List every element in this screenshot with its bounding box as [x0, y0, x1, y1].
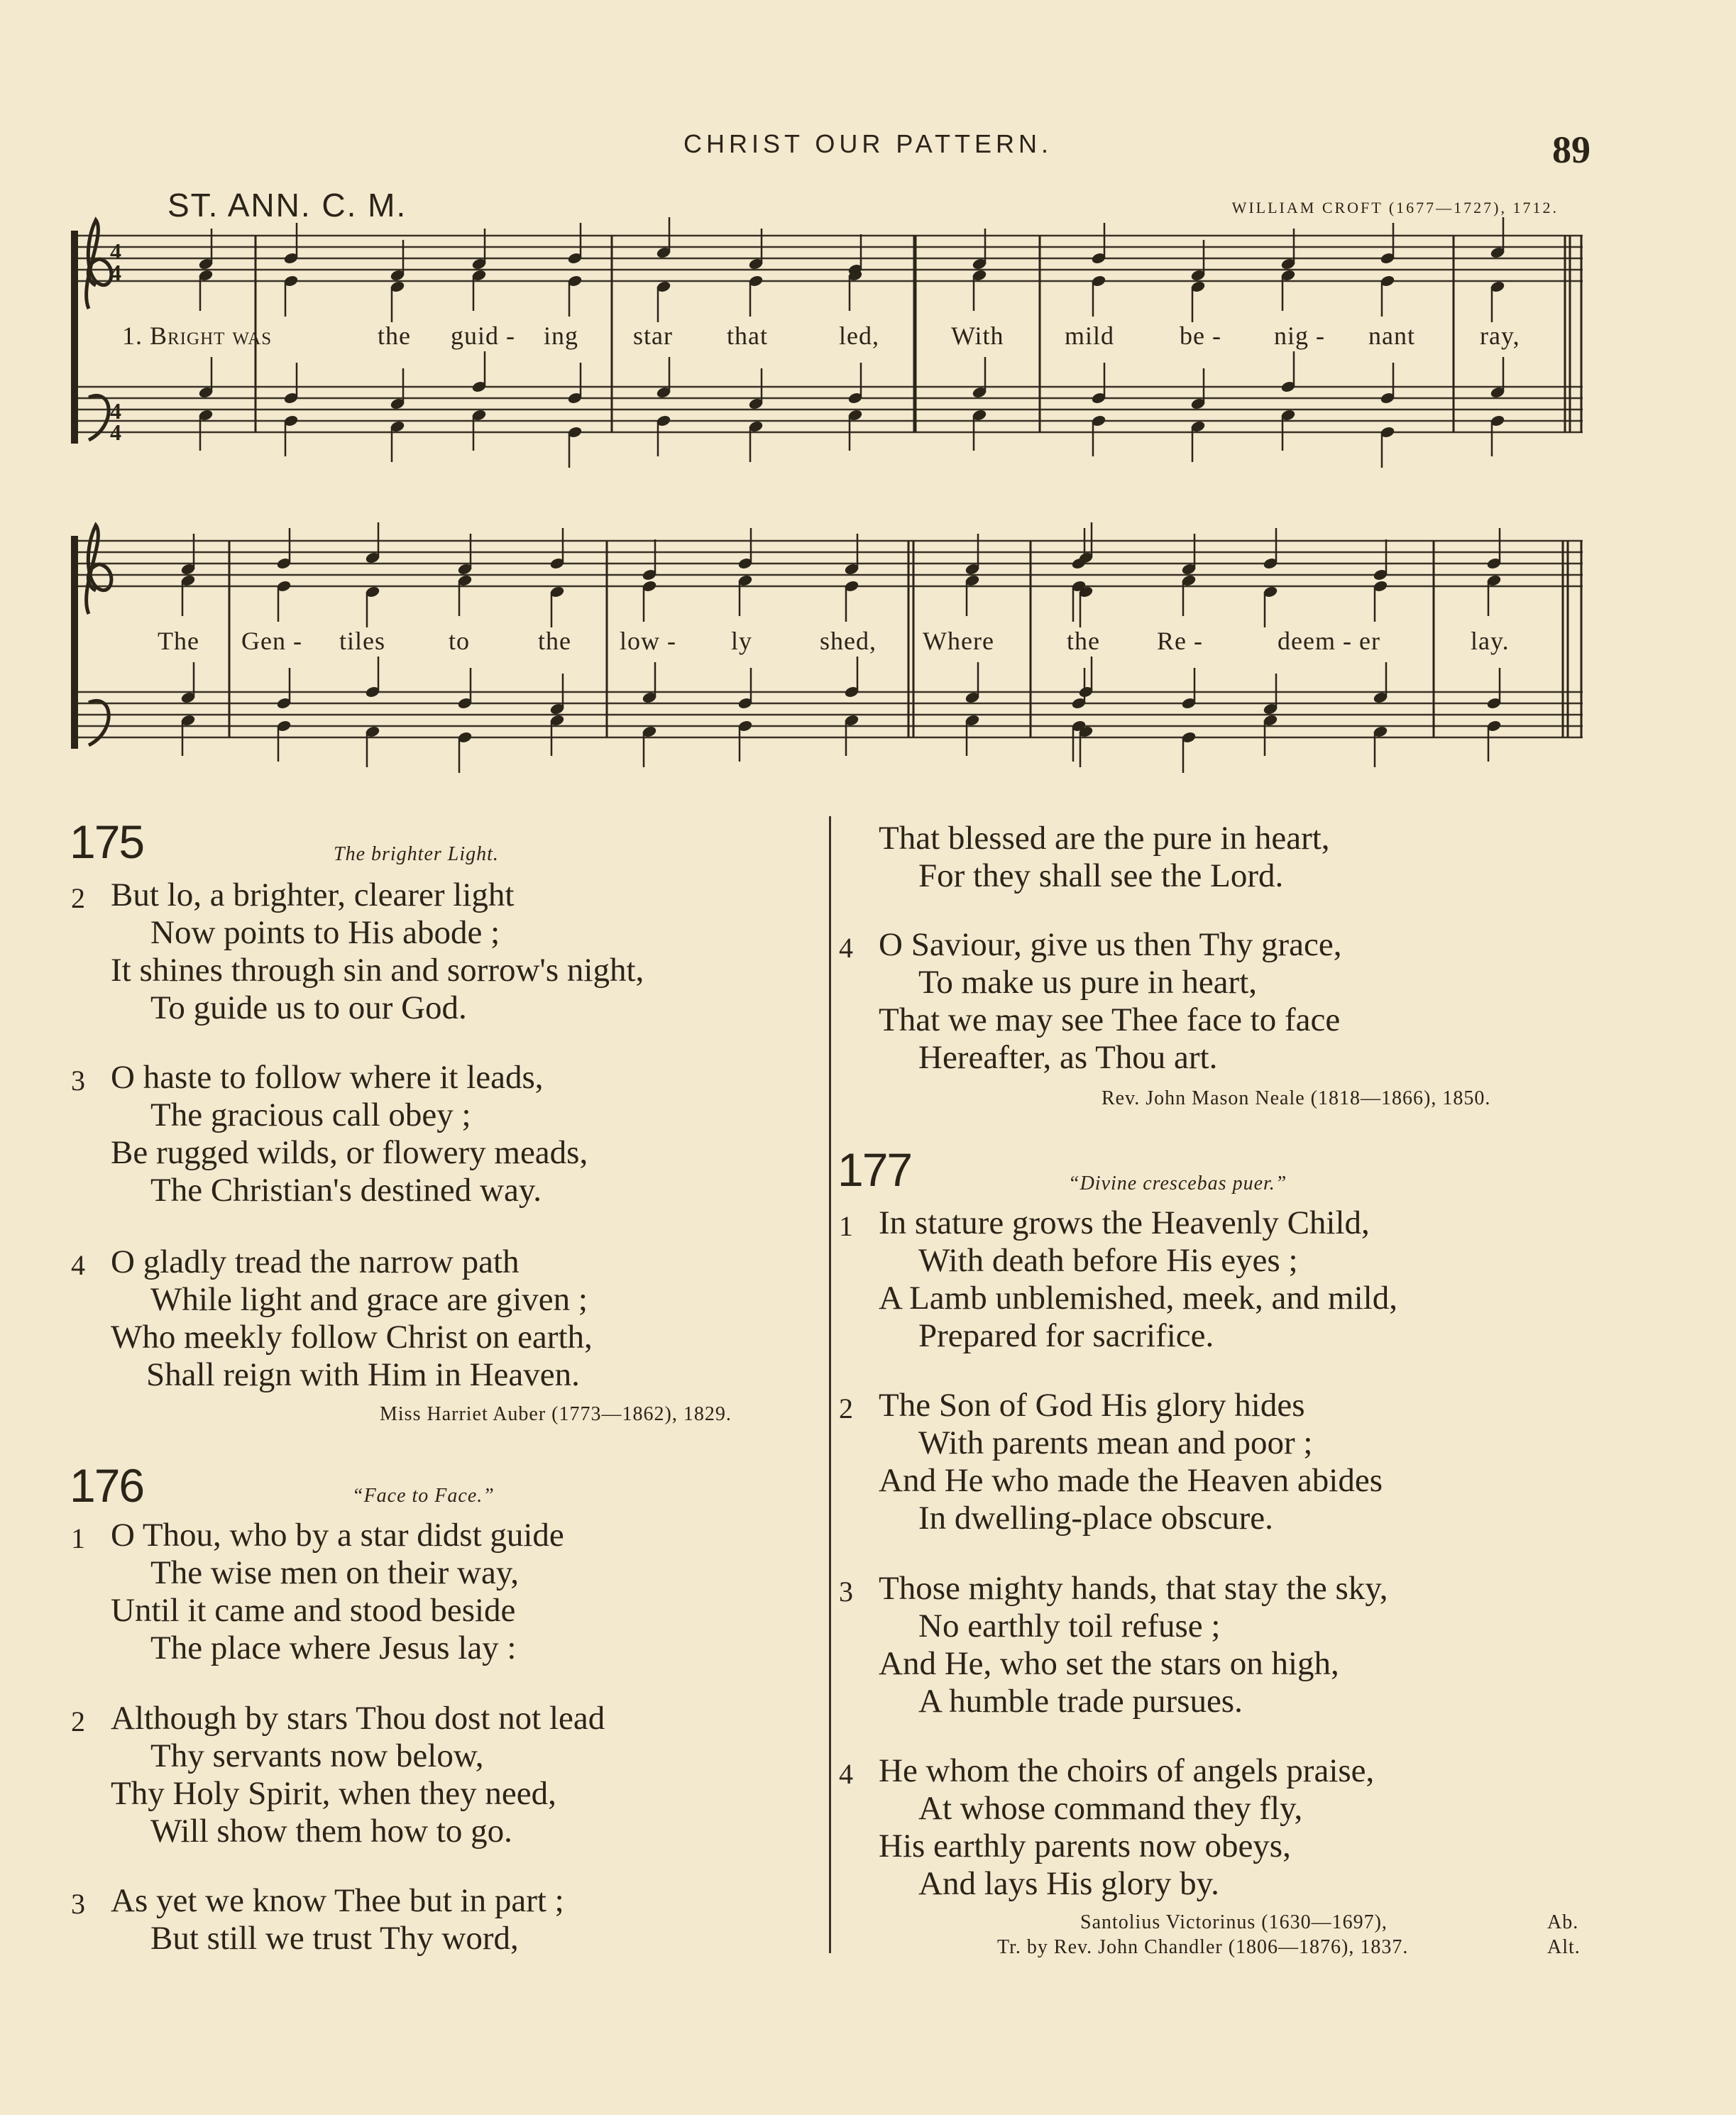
lyric-s1-10: be - — [1180, 322, 1221, 350]
verse-line: The Christian's destined way. — [150, 1172, 542, 1209]
lyric-s1-9: mild — [1065, 322, 1115, 350]
lyric-s1-13: ray, — [1480, 322, 1520, 350]
lyric-s1-3: guid - — [451, 322, 515, 350]
hymn-176-number: 176 — [70, 1459, 144, 1512]
verse-line: Shall reign with Him in Heaven. — [146, 1356, 580, 1393]
svg-text:4: 4 — [110, 419, 121, 445]
verse-number: 3 — [71, 1888, 85, 1920]
running-head: CHRIST OUR PATTERN. — [683, 129, 1053, 158]
verse-number: 4 — [839, 932, 853, 964]
hymn-177-attribution-1: Santolius Victorinus (1630—1697), — [1080, 1911, 1388, 1933]
hymn-175-number: 175 — [70, 815, 144, 868]
verse-line: To guide us to our God. — [150, 989, 467, 1026]
verse-line: He whom the choirs of angels praise, — [879, 1752, 1375, 1789]
verse-line: A Lamb unblemished, meek, and mild, — [879, 1280, 1397, 1317]
time-signatures — [110, 238, 121, 445]
verse-line: And He, who set the stars on high, — [879, 1645, 1339, 1682]
verse-line: No earthly toil refuse ; — [918, 1608, 1221, 1644]
verse-number: 2 — [839, 1392, 853, 1424]
notes — [180, 217, 1505, 773]
composer-credit: WILLIAM CROFT (1677—1727), 1712. — [1231, 199, 1559, 216]
lyric-s2-5: the — [538, 627, 571, 655]
lyric-s2-14: lay. — [1471, 627, 1510, 655]
verse-line: Who meekly follow Christ on earth, — [111, 1319, 593, 1356]
lyric-s2-10: the — [1067, 627, 1100, 655]
hymn-177-attribution-1-note: Ab. — [1547, 1911, 1579, 1933]
verse-line: With death before His eyes ; — [918, 1242, 1298, 1279]
verse-line: The wise men on their way, — [150, 1554, 520, 1591]
verse-number: 3 — [71, 1065, 85, 1097]
lyric-s2-11: Re - — [1157, 627, 1203, 655]
verse-number: 4 — [71, 1249, 85, 1281]
lyric-s2-13: er — [1359, 627, 1380, 655]
verse-line: The Son of God His glory hides — [879, 1387, 1305, 1424]
verse-number: 3 — [839, 1576, 853, 1608]
svg-text:4: 4 — [110, 398, 121, 424]
verse-line: The gracious call obey ; — [150, 1097, 471, 1133]
hymn-177-title: “Divine crescebas puer.” — [1068, 1172, 1287, 1194]
hymn-177-number: 177 — [837, 1143, 912, 1196]
verse-line: O Thou, who by a star didst guide — [111, 1517, 564, 1554]
bar-lines — [229, 236, 1581, 737]
verse-number: 2 — [71, 1705, 85, 1737]
verse-line: Thy Holy Spirit, when they need, — [111, 1775, 556, 1812]
verse-line: In stature grows the Heavenly Child, — [879, 1204, 1370, 1241]
verse-number: 1 — [839, 1210, 853, 1242]
verse-line: While light and grace are given ; — [150, 1281, 588, 1318]
hymn-177-attribution-2-note: Alt. — [1547, 1936, 1581, 1958]
verse-line: O Saviour, give us then Thy grace, — [879, 926, 1342, 963]
svg-text:4: 4 — [110, 238, 121, 264]
verse-number: 1 — [71, 1522, 85, 1554]
lyric-s2-8: shed, — [820, 627, 877, 655]
verse-line: His earthly parents now obeys, — [879, 1828, 1291, 1864]
lyric-s2-12: deem - — [1278, 627, 1352, 655]
verse-line: O gladly tread the narrow path — [111, 1243, 520, 1280]
verse-line: O haste to follow where it leads, — [111, 1059, 544, 1096]
lyric-s1-12: nant — [1368, 322, 1415, 350]
verse-line: Prepared for sacrifice. — [918, 1317, 1214, 1354]
hymn-177-attribution-2: Tr. by Rev. John Chandler (1806—1876), 1837. — [997, 1936, 1409, 1958]
lyric-s2-9: Where — [923, 627, 994, 655]
verse-line: At whose command they fly, — [918, 1790, 1303, 1827]
hymn-175-title: The brighter Light. — [334, 843, 499, 865]
verse-number: 2 — [71, 882, 85, 914]
tune-name: ST. ANN. C. M. — [167, 187, 407, 224]
verse-line: The place where Jesus lay : — [150, 1630, 517, 1666]
lyric-s2-3: tiles — [339, 627, 385, 655]
verse-line: But still we trust Thy word, — [150, 1920, 519, 1957]
lyric-s1-2: the — [378, 322, 411, 350]
lyric-s1-7: led, — [839, 322, 879, 350]
hymn-175-attribution: Miss Harriet Auber (1773—1862), 1829. — [380, 1403, 732, 1425]
verse-line: It shines through sin and sorrow's night, — [111, 952, 644, 989]
verse-line: Will show them how to go. — [150, 1813, 512, 1850]
lyric-s1-4: ing — [544, 322, 579, 350]
lyric-s1-8: With — [951, 322, 1004, 350]
verse-line: Be rugged wilds, or flowery meads, — [111, 1134, 588, 1171]
lyric-s2-4: to — [449, 627, 471, 655]
verse-line: Thy servants now below, — [150, 1737, 484, 1774]
verse-line: That we may see Thee face to face — [879, 1001, 1341, 1038]
verse-line: Now points to His abode ; — [150, 914, 500, 951]
staff-lines — [75, 236, 1583, 737]
lyric-s2-7: ly — [731, 627, 753, 655]
lyric-s2-1: The — [158, 627, 199, 655]
verse-line: Until it came and stood beside — [111, 1592, 516, 1629]
lyric-s1-5: star — [633, 322, 673, 350]
hymn-176-attribution: Rev. John Mason Neale (1818—1866), 1850. — [1102, 1087, 1491, 1109]
verse-line: A humble trade pursues. — [918, 1683, 1243, 1720]
verse-number: 4 — [839, 1758, 853, 1790]
verse-line: In dwelling-place obscure. — [918, 1500, 1273, 1537]
verse-line: But lo, a brighter, clearer light — [111, 877, 515, 913]
verse-line: And lays His glory by. — [918, 1865, 1219, 1902]
verse-line: And He who made the Heaven abides — [879, 1462, 1383, 1499]
system-braces — [71, 231, 78, 749]
verse-line: Although by stars Thou dost not lead — [111, 1700, 605, 1737]
lyric-s2-2: Gen - — [241, 627, 302, 655]
verse-line: To make us pure in heart, — [918, 964, 1257, 1001]
page-number: 89 — [1552, 128, 1591, 171]
verse-line: That blessed are the pure in heart, — [879, 820, 1330, 857]
verse-line: Hereafter, as Thou art. — [918, 1039, 1218, 1076]
music-score — [0, 0, 1736, 788]
svg-text:4: 4 — [110, 260, 121, 285]
verse-line: As yet we know Thee but in part ; — [111, 1882, 564, 1919]
verse-line: For they shall see the Lord. — [918, 857, 1284, 894]
clefs — [87, 220, 111, 745]
verse-line: Those mighty hands, that stay the sky, — [879, 1570, 1388, 1607]
lyric-s1-11: nig - — [1274, 322, 1325, 350]
lyric-s2-6: low - — [620, 627, 676, 655]
column-divider — [829, 816, 831, 1953]
lyric-s1-6: that — [727, 322, 768, 350]
verse-line: With parents mean and poor ; — [918, 1424, 1313, 1461]
lyric-s1-1: 1. Bright was — [122, 322, 273, 350]
hymn-176-title: “Face to Face.” — [352, 1485, 495, 1507]
